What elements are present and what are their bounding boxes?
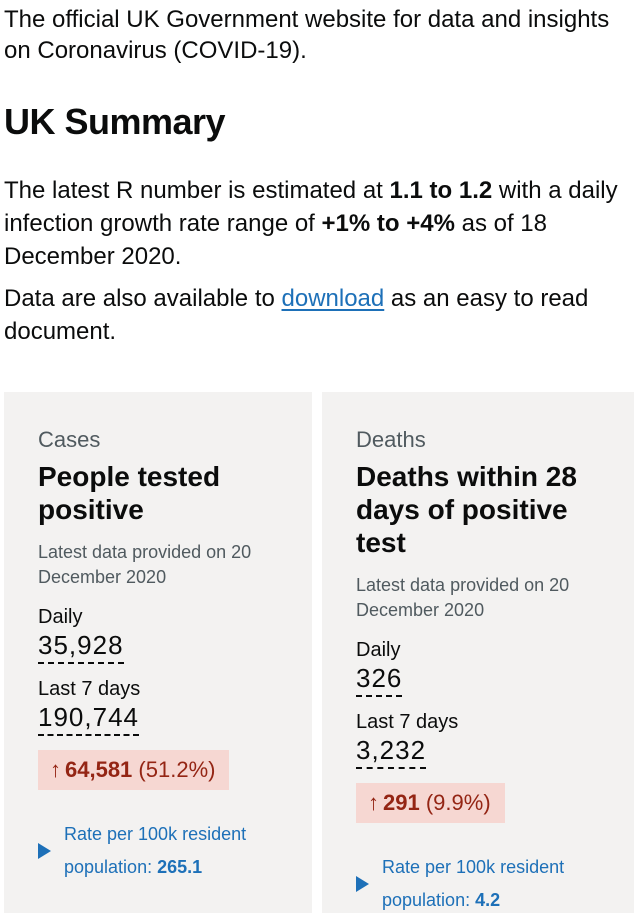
download-link[interactable]: download — [281, 285, 385, 312]
download-text-before: Data are also available to — [4, 285, 282, 312]
deaths-change-value: 291 — [383, 790, 420, 815]
deaths-last7-label: Last 7 days — [356, 711, 459, 733]
cases-last7-value[interactable]: 190,744 — [38, 702, 139, 736]
deaths-change-percent: (9.9%) — [425, 790, 491, 815]
deaths-heading: Deaths within 28 days of positive test — [356, 461, 577, 558]
r-text-2: with a daily infection growth rate range of — [4, 177, 618, 237]
deaths-card — [322, 392, 634, 913]
download-paragraph — [4, 282, 634, 348]
r-text-1: The latest R number is estimated at — [4, 177, 390, 204]
cases-change-value: 64,581 — [65, 757, 133, 782]
deaths-rate-value: 4.2 — [475, 890, 501, 910]
cases-card — [4, 392, 312, 913]
deaths-change-badge — [356, 783, 505, 823]
growth-range: +1% to +4% — [321, 210, 455, 237]
cases-category: Cases — [38, 427, 101, 452]
cases-updated: Latest data provided on 20 December 2020 — [38, 542, 252, 587]
deaths-last7-value[interactable]: 3,232 — [356, 735, 426, 769]
cases-rate-value: 265.1 — [157, 857, 203, 877]
r-number-paragraph — [4, 174, 634, 273]
arrow-up-icon: ↑ — [368, 790, 379, 815]
triangle-right-icon[interactable] — [38, 843, 51, 859]
cases-heading: People tested positive — [38, 461, 221, 525]
cases-change-badge — [38, 750, 229, 790]
deaths-rate-toggle[interactable] — [356, 851, 624, 917]
arrow-up-icon: ↑ — [50, 757, 61, 782]
cases-rate-label[interactable]: Rate per 100k resident population: — [64, 824, 247, 877]
deaths-rate-label[interactable]: Rate per 100k resident population: — [382, 857, 565, 910]
page-title: UK Summary — [4, 101, 226, 142]
download-text-after: as an easy to read document. — [4, 285, 589, 345]
cases-last7-label: Last 7 days — [38, 678, 141, 700]
triangle-right-icon[interactable] — [356, 876, 369, 892]
cases-change-percent: (51.2%) — [138, 757, 216, 782]
deaths-category: Deaths — [356, 427, 426, 452]
r-text-3: as of 18 December 2020. — [4, 210, 547, 270]
intro-text: The official UK Government website for data and insights on Coronavirus (COVID-19). — [4, 6, 610, 64]
deaths-updated: Latest data provided on 20 December 2020 — [356, 575, 570, 620]
cases-rate-toggle[interactable] — [38, 818, 302, 884]
r-range: 1.1 to 1.2 — [389, 177, 493, 204]
deaths-daily-label: Daily — [356, 639, 401, 661]
deaths-daily-value[interactable]: 326 — [356, 663, 402, 697]
cases-daily-label: Daily — [38, 606, 83, 628]
cases-daily-value[interactable]: 35,928 — [38, 630, 124, 664]
